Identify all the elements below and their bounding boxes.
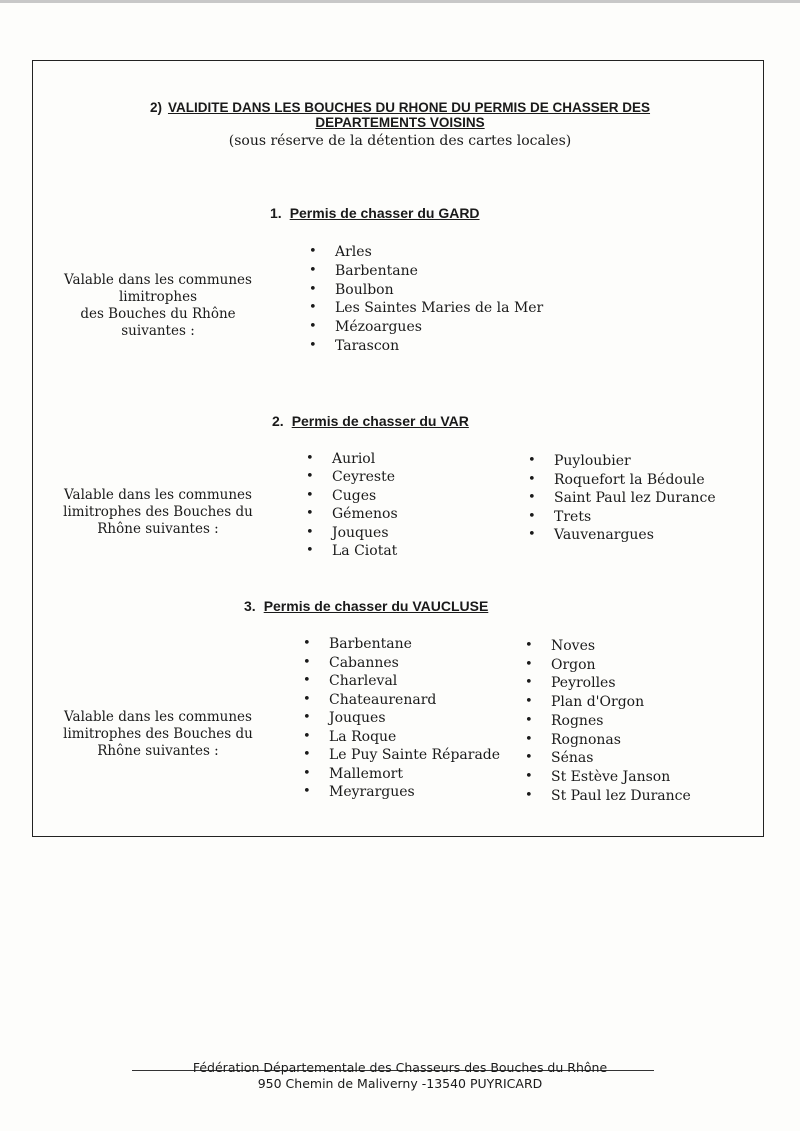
- section-title-gard: [270, 205, 480, 221]
- label-line: Valable dans les communes: [64, 709, 252, 725]
- section-title-vaucluse: [244, 598, 488, 614]
- heading-subtitle: (sous réserve de la détention des cartes locales): [228, 133, 572, 149]
- footer-address: 950 Chemin de Maliverny -13540 PUYRICARD: [257, 1076, 543, 1091]
- commune-list-var-col2: [528, 452, 716, 545]
- label-line: suivantes :: [121, 323, 195, 339]
- list-item: • Chateaurenard: [303, 691, 500, 710]
- list-item: • Cuges: [306, 487, 398, 505]
- label-line: limitrophes: [118, 289, 197, 305]
- section-number: 1.: [270, 205, 282, 221]
- list-item: • Rognonas: [525, 731, 691, 750]
- list-item: • Saint Paul lez Durance: [528, 489, 716, 508]
- section-label-vaucluse: [58, 709, 258, 760]
- list-item: • Peyrolles: [525, 674, 691, 693]
- heading-number: 2): [149, 100, 162, 115]
- page-edge-line: [0, 0, 800, 3]
- commune-list-gard: [309, 243, 543, 356]
- commune-list-vaucluse-col2: [525, 637, 691, 805]
- list-item: • Vauvenargues: [528, 526, 716, 545]
- section-number: 3.: [244, 598, 256, 614]
- section-title-text: Permis de chasser du VAR: [291, 413, 469, 429]
- list-item: • Arles: [309, 243, 543, 262]
- label-line: limitrophes des Bouches du: [63, 726, 253, 742]
- list-item: • Rognes: [525, 712, 691, 731]
- footer-organisation: Fédération Départementale des Chasseurs des Bouches du Rhône: [192, 1060, 608, 1075]
- list-item: • Barbentane: [303, 635, 500, 654]
- list-item: • St Estève Janson: [525, 768, 691, 787]
- commune-list-vaucluse-col1: [303, 635, 500, 802]
- list-item: • Charleval: [303, 672, 500, 691]
- list-item: • Plan d'Orgon: [525, 693, 691, 712]
- list-item: • Sénas: [525, 749, 691, 768]
- section-title-text: Permis de chasser du GARD: [289, 205, 480, 221]
- heading-title-line2: DEPARTEMENTS VOISINS: [315, 115, 485, 130]
- list-item: • Trets: [528, 508, 716, 527]
- list-item: • Mallemort: [303, 765, 500, 784]
- list-item: • Meyrargues: [303, 783, 500, 802]
- section-title-text: Permis de chasser du VAUCLUSE: [263, 598, 489, 614]
- list-item: • St Paul lez Durance: [525, 787, 691, 806]
- label-line: limitrophes des Bouches du: [63, 504, 253, 520]
- label-line: Valable dans les communes: [64, 272, 252, 288]
- commune-list-var-col1: [306, 450, 398, 560]
- heading-title-line1: VALIDITE DANS LES BOUCHES DU RHONE DU PERMIS DE CHASSER DES: [167, 100, 651, 115]
- list-item: • Mézoargues: [309, 318, 543, 337]
- list-item: • Cabannes: [303, 654, 500, 673]
- list-item: • Orgon: [525, 656, 691, 675]
- label-line: des Bouches du Rhône: [80, 306, 236, 322]
- list-item: • Jouques: [303, 709, 500, 728]
- list-item: • Le Puy Sainte Réparade: [303, 746, 500, 765]
- section-label-gard: [58, 272, 258, 340]
- label-line: Valable dans les communes: [64, 487, 252, 503]
- list-item: • Boulbon: [309, 281, 543, 300]
- list-item: • Puyloubier: [528, 452, 716, 471]
- label-line: Rhône suivantes :: [97, 521, 219, 537]
- list-item: • La Roque: [303, 728, 500, 747]
- list-item: • Auriol: [306, 450, 398, 468]
- list-item: • Ceyreste: [306, 468, 398, 486]
- list-item: • Tarascon: [309, 337, 543, 356]
- list-item: • Gémenos: [306, 505, 398, 523]
- section-number: 2.: [272, 413, 284, 429]
- section-label-var: [58, 487, 258, 538]
- section-title-var: [272, 413, 469, 429]
- list-item: • Les Saintes Maries de la Mer: [309, 299, 543, 318]
- list-item: • Roquefort la Bédoule: [528, 471, 716, 490]
- list-item: • Jouques: [306, 524, 398, 542]
- list-item: • Barbentane: [309, 262, 543, 281]
- list-item: • La Ciotat: [306, 542, 398, 560]
- document-heading: [0, 100, 800, 130]
- list-item: • Noves: [525, 637, 691, 656]
- label-line: Rhône suivantes :: [97, 743, 219, 759]
